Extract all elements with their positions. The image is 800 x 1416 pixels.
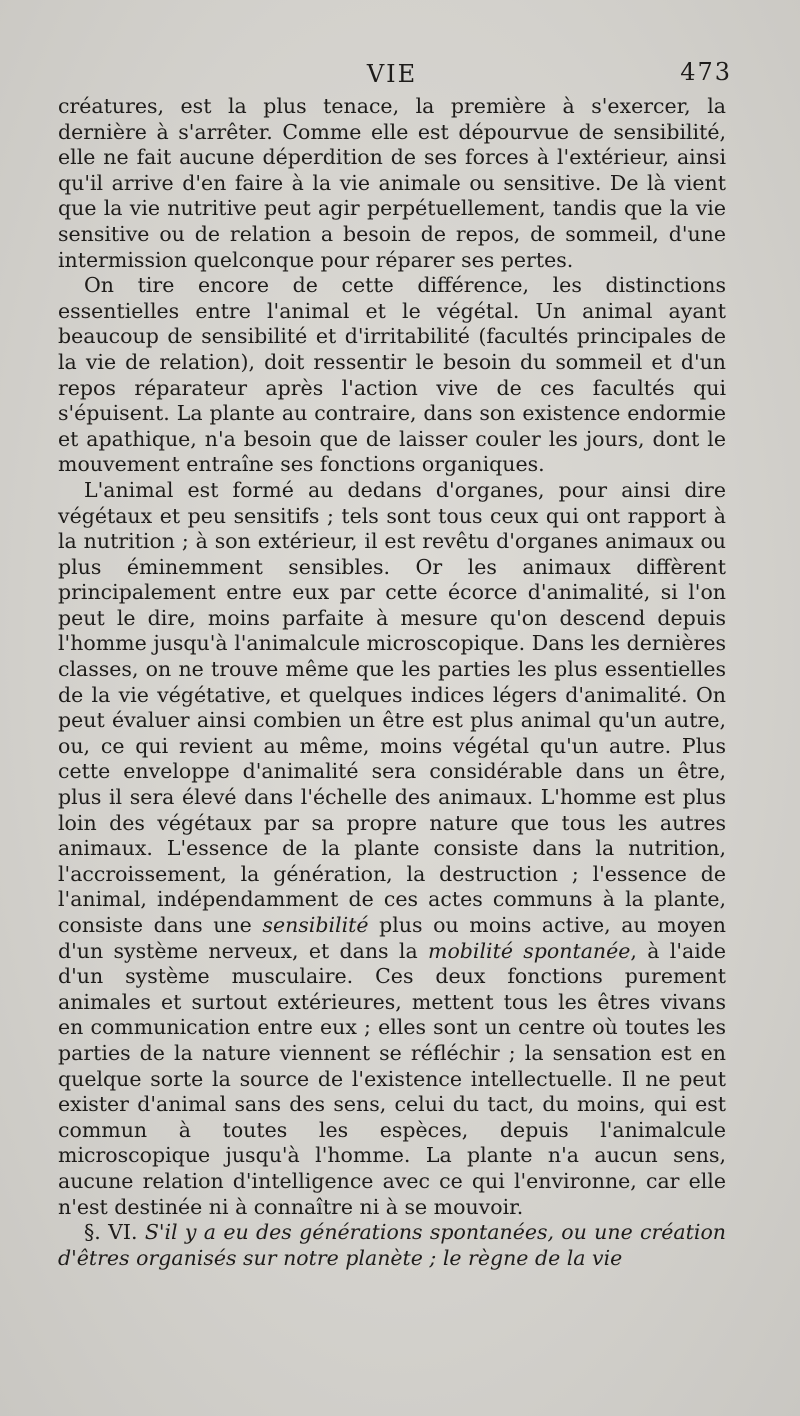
paragraph-sleep-distinction: [58, 273, 726, 478]
italic-term: mobilité spontanée: [428, 938, 631, 963]
text-run: créatures, est la plus tenace, la première à s'exercer, la dernière à s'arrêter. Comme elle est dépourvue de sensibilité, elle ne fait aucune déperdition de ses forces à l'extérieur, ainsi qu'il arrive d'en faire à la vie animale ou sensitive. De là vient que la vie nutritive peut agir perpétuellement, tandis que la vie sensitive ou de relation a besoin de repos, de sommeil, d'une intermission quelconque pour réparer ses pertes.: [58, 94, 726, 272]
section-mark: §. VI.: [84, 1220, 138, 1245]
section-title: S'il y a eu des générations spontanées, ou une création d'êtres organisés sur notre planète ; le règne de la vie: [58, 1220, 726, 1270]
paragraph-continuation: [58, 94, 726, 273]
section-heading: [58, 1220, 726, 1271]
italic-term: sensibilité: [262, 913, 369, 937]
running-head: [58, 58, 732, 94]
text-run: On tire encore de cette différence, les distinctions essentielles entre l'animal et le végétal. Un animal ayant beaucoup de sensibilité et d'irritabilité (facultés principales de la vie de relation), doit ressentir le besoin du sommeil et d'un repos réparateur après l'action vive de ces facultés qui s'épuisent. La plante au contraire, dans son existence endormie et apathique, n'a besoin que de laisser couler les jours, dont le mouvement entraîne ses fonctions organiques.: [58, 273, 726, 477]
text-run: L'animal est formé au dedans d'organes, pour ainsi dire végétaux et peu sensitifs ; tels sont tous ceux qui ont rapport à la nutrition ; à son extérieur, il est revêtu d'organes animaux ou plus éminemment sensibles. Or les animaux diffèrent principalement entre eux par cette écorce d'animalité, si l'on peut le dire, moins parfaite à mesure qu'on descend depuis l'homme jusqu'à l'animalcule microscopique. Dans les dernières classes, on ne trouve même que les parties les plus essentielles de la vie végétative, et quelques indices légers d'animalité. On peut évaluer ainsi combien un être est plus animal qu'un autre, ou, ce qui revient au même, moins végétal qu'un autre. Plus cette enveloppe d'animalité sera considérable dans un être, plus il sera élevé dans l'échelle des animaux. L'homme est plus loin des végétaux par sa propre nature que tous les autres animaux. L'essence de la plante consiste dans la nutrition, l'accroissement, la génération, la destruction ; l'essence de l'animal, indépendamment de ces actes communs à la plante, consiste dans une: [58, 477, 726, 937]
body-text: [58, 94, 726, 1271]
text-run: , à l'aide d'un système musculaire. Ces deux fonctions purement animales et surtout extérieures, mettent tous les êtres vivans en communication entre eux ; elles sont un centre où toutes les parties de la nature viennent se réfléchir ; la sensation est en quelque sorte la source de l'existence intellectuelle. Il ne peut exister d'animal sans des sens, celui du tact, du moins, qui est commun à toutes les espèces, depuis l'animalcule microscopique jusqu'à l'homme. La plante n'a aucun sens, aucune relation d'intelligence avec ce qui l'environne, car elle n'est destinée ni à connaître ni à se mouvoir.: [58, 938, 727, 1219]
page-number: 473: [680, 58, 732, 86]
paragraph-animal-organs: [58, 478, 726, 1220]
text-run: plus ou moins active, au moyen d'un système nerveux, et dans la: [58, 913, 726, 963]
running-title: VIE: [366, 60, 418, 88]
